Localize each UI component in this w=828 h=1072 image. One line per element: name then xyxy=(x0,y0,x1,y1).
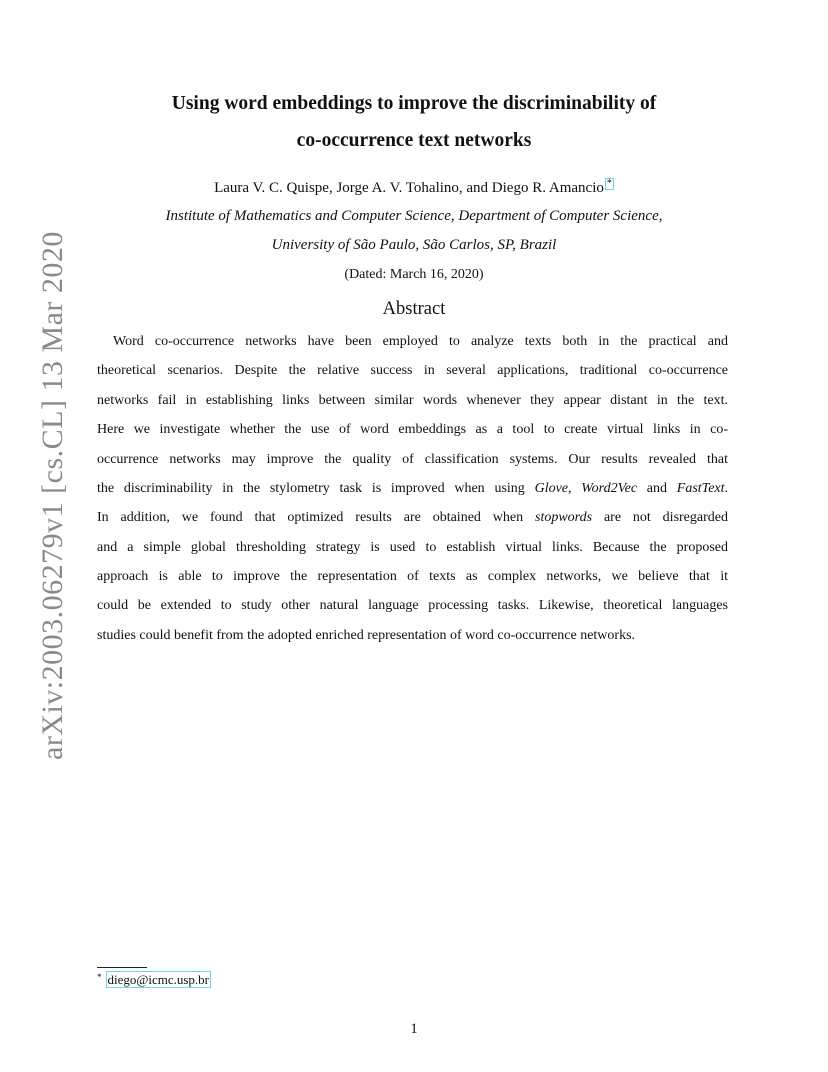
abstract-line-1: Word co-occurrence networks have been employed to analyze texts both in the practical and xyxy=(113,334,728,349)
author-footnote-link[interactable]: * xyxy=(606,178,612,189)
paper-title-line-2: co-occurrence text networks xyxy=(296,130,532,151)
abstract-line-2: theoretical scenarios. Despite the relative success in several applications, traditional co-occurrence xyxy=(97,363,728,378)
affiliation-line-2: University of São Paulo, São Carlos, SP, Brazil xyxy=(271,237,557,253)
abstract-line-6 xyxy=(97,479,728,499)
abstract-heading: Abstract xyxy=(382,299,446,319)
fasttext-term: FastText xyxy=(676,481,725,496)
author-list xyxy=(100,178,728,197)
abstract-line-7-post: are not disregarded xyxy=(592,510,728,525)
abstract-line-4: Here we investigate whether the use of word embeddings as a tool to create virtual links in co- xyxy=(97,422,728,437)
stopwords-term: stopwords xyxy=(535,510,593,525)
word2vec-term: Word2Vec xyxy=(581,481,638,496)
author-names: Laura V. C. Quispe, Jorge A. V. Tohalino, and Diego R. Amancio xyxy=(214,180,604,196)
footnote-mark: * xyxy=(97,972,102,982)
abstract-line-3: networks fail in establishing links between similar words whenever they appear distant in the text. xyxy=(97,393,728,408)
abstract-line-9: approach is able to improve the representation of texts as complex networks, we believe that it xyxy=(97,569,728,584)
footnote-divider xyxy=(97,967,147,968)
abstract-line-10: could be extended to study other natural language processing tasks. Likewise, theoretical languages xyxy=(97,598,728,613)
abstract-line-8: and a simple global thresholding strategy is used to establish virtual links. Because the proposed xyxy=(97,540,728,555)
paper-title-line-1: Using word embeddings to improve the discriminability of xyxy=(171,93,657,114)
affiliation-line-1: Institute of Mathematics and Computer Science, Department of Computer Science, xyxy=(165,208,663,224)
abstract-line-11: studies could benefit from the adopted enriched representation of word co-occurrence networks. xyxy=(97,628,636,643)
abstract-line-6-sep: , xyxy=(568,481,582,496)
glove-term: Glove xyxy=(534,481,569,496)
page-number: 1 xyxy=(410,1021,418,1037)
footnote xyxy=(97,972,211,988)
arxiv-identifier: arXiv:2003.06279v1 [cs.CL] 13 Mar 2020 xyxy=(36,231,69,760)
abstract-line-6-and: and xyxy=(637,481,677,496)
abstract-line-6-text: the discriminability in the stylometry task is improved when using xyxy=(97,481,535,496)
abstract-line-6-end: . xyxy=(724,481,729,496)
author-email-link[interactable]: diego@icmc.usp.br xyxy=(107,972,210,987)
abstract-line-7-text: In addition, we found that optimized results are obtained when xyxy=(97,510,535,525)
date-line: (Dated: March 16, 2020) xyxy=(344,267,484,282)
abstract-line-5: occurrence networks may improve the quality of classification systems. Our results revealed that xyxy=(97,452,728,467)
abstract-line-7 xyxy=(97,508,728,528)
